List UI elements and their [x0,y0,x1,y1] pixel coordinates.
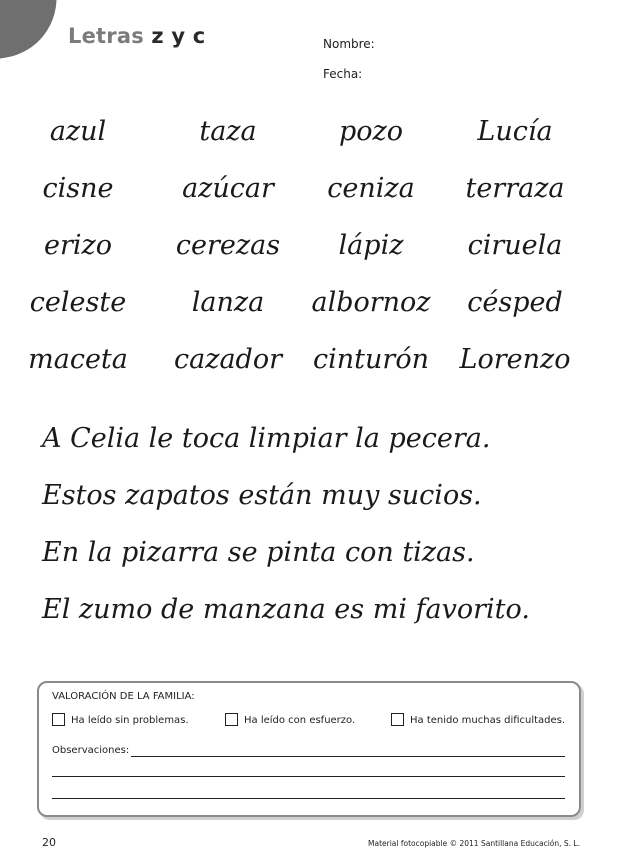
word-item: pozo [338,116,404,147]
checkbox[interactable] [225,713,238,726]
page-number: 20 [42,836,56,849]
sentence: En la pizarra se pinta con tizas. [42,537,475,568]
observations-line[interactable] [52,798,565,799]
word-row [0,116,638,173]
corner-decoration [0,0,64,62]
word-item: cinturón [313,344,429,375]
word-grid [0,116,638,401]
word-item: erizo [43,230,112,261]
word-item: Lorenzo [459,344,571,375]
name-field[interactable] [323,37,375,51]
word-row [0,230,638,287]
word-item: terraza [465,173,565,204]
word-item: cerezas [175,230,281,261]
word-item: cazador [174,344,282,375]
option-with-effort[interactable] [225,713,355,726]
observations-line[interactable] [131,756,565,757]
worksheet-title [68,24,205,48]
title-letters: z y c [151,24,206,48]
word-item: celeste [29,287,127,318]
word-item: ceniza [327,173,415,204]
word-row [0,173,638,230]
sentence: Estos zapatos están muy sucios. [42,480,482,511]
observations-line[interactable] [52,776,565,777]
word-item: taza [199,116,257,147]
word-item: césped [467,287,563,318]
sentence: El zumo de manzana es mi favorito. [42,594,530,625]
observations-label: Observaciones: [52,745,130,756]
option-many-difficulties[interactable] [391,713,565,726]
family-box-heading: VALORACIÓN DE LA FAMILIA: [52,691,195,702]
date-label: Fecha: [323,67,363,81]
word-item: Lucía [477,116,553,147]
family-assessment-box [37,681,581,817]
checkbox[interactable] [391,713,404,726]
sentence-list [42,420,530,648]
copyright-notice: Material fotocopiable © 2011 Santillana Educación, S. L. [368,839,580,848]
option-label: Ha tenido muchas dificultades. [410,715,566,726]
option-label: Ha leído con esfuerzo. [244,715,356,726]
word-item: lanza [191,287,265,318]
word-item: albornoz [311,287,431,318]
option-no-problems[interactable] [52,713,189,726]
word-row [0,344,638,401]
checkbox[interactable] [52,713,65,726]
sentence: A Celia le toca limpiar la pecera. [42,423,491,454]
word-item: azul [49,116,107,147]
name-label: Nombre: [323,37,375,51]
word-item: azúcar [182,173,274,204]
title-prefix: Letras [68,24,144,48]
word-row [0,287,638,344]
word-item: ciruela [467,230,563,261]
word-item: lápiz [338,230,404,261]
date-field[interactable] [323,67,362,81]
word-item: cisne [42,173,114,204]
word-item: maceta [28,344,128,375]
option-label: Ha leído sin problemas. [71,715,189,726]
